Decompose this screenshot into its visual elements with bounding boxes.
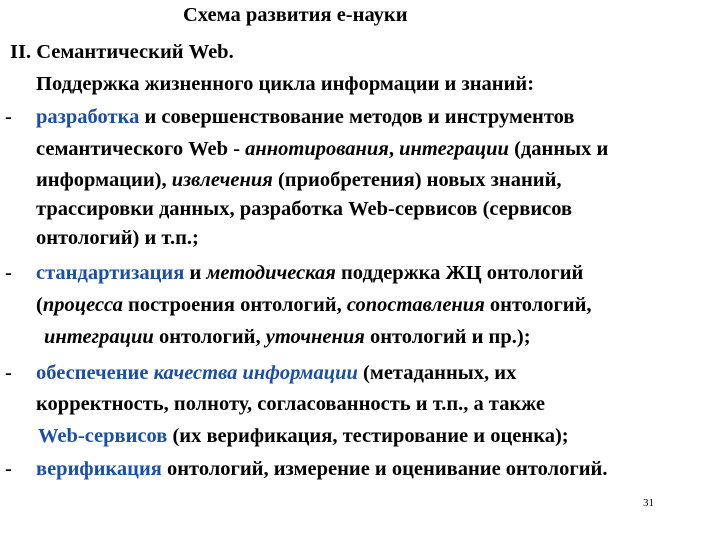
section-subheading: Поддержка жизненного цикла информации и знаний: [36,73,535,95]
text-segment: ( [36,294,43,316]
highlighted-term: стандартизация [36,262,185,284]
slide-title: Схема развития е-науки [183,4,408,26]
text-segment: (данных и [508,138,609,160]
bullet-text-line [36,360,516,386]
italic-term: сопоставления [346,294,485,316]
italic-term: методическая [206,262,336,284]
text-segment: (приобретения) новых знаний, [272,169,562,191]
highlighted-term: обеспечение [36,362,154,384]
bullet-marker: - [5,458,12,480]
bullet-text-line [36,260,583,286]
text-segment: (их верификация, тестирование и оценка); [167,425,569,447]
text-segment: семантического Web - [36,138,246,160]
italic-term: уточнения [265,326,365,348]
bullet-marker: - [5,262,12,284]
text-segment: онтологий и пр.); [364,326,531,348]
text-segment: трассировки данных, разработка Web-сервисов (сервисов [36,198,573,220]
bullet-marker: - [5,362,12,384]
highlighted-term: верификация [36,458,162,480]
italic-term: извлечения [171,169,273,191]
bullet-text-line [36,196,572,222]
italic-term: интеграции [399,138,509,160]
bullet-text-line [36,136,608,162]
text-segment: онтологий) и т.п.; [36,227,199,249]
text-segment: корректность, полноту, согласованность и т.п., а также [36,393,545,415]
italic-term: аннотирования [245,138,389,160]
highlighted-term: Web-сервисов [38,425,168,447]
bullet-text-line [36,225,199,251]
bullet-text-line [36,104,574,130]
text-segment: и [184,262,207,284]
bullet-text-line [36,167,562,193]
text-segment: и совершенствование методов и инструментов [139,106,575,128]
text-segment: , [388,138,400,160]
bullet-text-line [36,292,592,318]
text-segment: информации), [36,169,172,191]
bullet-text-line [44,324,531,350]
text-segment: поддержка ЖЦ онтологий [335,262,584,284]
bullet-text-line [38,423,569,449]
page-number: 31 [643,497,654,509]
highlighted-term: качества информации [153,362,358,384]
section-heading: II. Семантический Web. [10,41,234,63]
italic-term: интеграции [44,326,154,348]
bullet-marker: - [5,106,12,128]
bullet-text-line [36,391,545,417]
text-segment: онтологий, [153,326,266,348]
text-segment: (метаданных, их [357,362,517,384]
text-segment: онтологий, [484,294,592,316]
highlighted-term: разработка [36,106,140,128]
italic-term: процесса [42,294,123,316]
text-segment: онтологий, измерение и оценивание онтологий. [161,458,608,480]
bullet-text-line [36,456,607,482]
text-segment: построения онтологий, [122,294,347,316]
